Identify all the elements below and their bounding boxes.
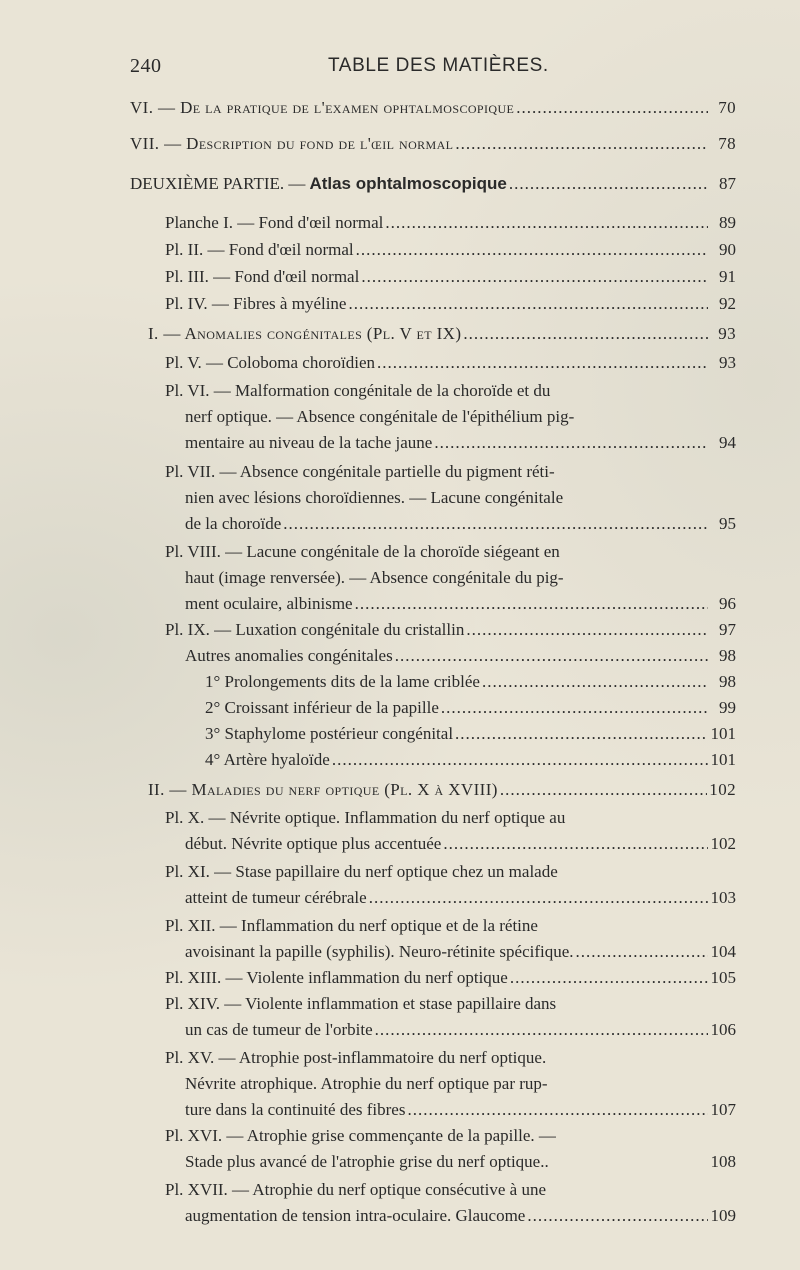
leader-dots xyxy=(332,749,708,771)
entry-title: VI. — De la pratique de l'examen ophtalmoscopique xyxy=(130,98,515,117)
page-number: 240 xyxy=(130,55,162,77)
entry-page: 102 xyxy=(710,834,736,853)
entry-title: Planche I. — Fond d'œil normal xyxy=(165,213,384,232)
part-label: DEUXIÈME PARTIE. — xyxy=(130,174,306,193)
entry-line: Pl. XVII. — Atrophie du nerf optique consécutive à une xyxy=(165,1180,546,1199)
entry-line: nien avec lésions choroïdiennes. — Lacune congénitale xyxy=(185,488,564,507)
entry-line: Pl. XIV. — Violente inflammation et stase papillaire dans xyxy=(165,994,557,1013)
leader-dots xyxy=(441,697,708,719)
entry-page: 98 xyxy=(719,672,736,691)
entry-page: 105 xyxy=(710,968,736,987)
entry-line: nerf optique. — Absence congénitale de l'épithélium pig- xyxy=(185,407,575,426)
entry-line: Pl. XV. — Atrophie post-inflammatoire du nerf optique. xyxy=(165,1048,547,1067)
entry-title: 1° Prolongements dits de la lame criblée xyxy=(205,672,480,691)
entry-page: 91 xyxy=(719,267,736,286)
entry-title: augmentation de tension intra-oculaire. Glaucome xyxy=(185,1206,526,1225)
leader-dots xyxy=(500,779,707,801)
entry-title: avoisinant la papille (syphilis). Neuro-rétinite spécifique. xyxy=(185,942,574,961)
entry-page: 78 xyxy=(718,134,736,153)
running-title: TABLE DES MATIÈRES. xyxy=(328,55,549,76)
entry-title: Pl. IV. — Fibres à myéline xyxy=(165,294,347,313)
entry-title: Pl. II. — Fond d'œil normal xyxy=(165,240,354,259)
leader-dots xyxy=(355,593,708,615)
entry-title: I. — Anomalies congénitales (Pl. V et IX) xyxy=(148,324,462,343)
leader-dots xyxy=(527,1205,708,1227)
entry-title: ture dans la continuité des fibres xyxy=(185,1100,406,1119)
entry-title: de la choroïde xyxy=(185,514,282,533)
leader-dots xyxy=(443,833,708,855)
entry-line: Pl. XVI. — Atrophie grise commençante de la papille. — xyxy=(165,1126,556,1145)
leader-dots xyxy=(434,432,708,454)
leader-dots xyxy=(283,513,708,535)
entry-page: 98 xyxy=(719,646,736,665)
leader-dots xyxy=(395,645,708,667)
entry-line: Pl. XI. — Stase papillaire du nerf optique chez un malade xyxy=(165,862,558,881)
entry-page: 102 xyxy=(709,780,736,799)
entry-title: 3° Staphylome postérieur congénital xyxy=(205,724,454,743)
entry-title: début. Névrite optique plus accentuée xyxy=(185,834,442,853)
leader-dots xyxy=(509,173,708,195)
leader-dots xyxy=(356,239,708,261)
entry-title: mentaire au niveau de la tache jaune xyxy=(185,433,433,452)
leader-dots xyxy=(510,967,708,989)
leader-dots xyxy=(455,133,708,155)
page-header xyxy=(130,55,550,85)
entry-title: un cas de tumeur de l'orbite xyxy=(185,1020,373,1039)
entry-title: Pl. IX. — Luxation congénitale du cristallin xyxy=(165,620,465,639)
entry-page: 96 xyxy=(719,594,736,613)
entry-page: 89 xyxy=(719,213,736,232)
entry-page: 93 xyxy=(719,353,736,372)
entry-title: Stade plus avancé de l'atrophie grise du nerf optique.. xyxy=(185,1152,549,1171)
entry-page: 106 xyxy=(710,1020,736,1039)
entry-page: 103 xyxy=(710,888,736,907)
entry-title: VII. — Description du fond de l'œil normal xyxy=(130,134,454,153)
leader-dots xyxy=(516,97,708,119)
entry-title: Pl. III. — Fond d'œil normal xyxy=(165,267,360,286)
entry-title: atteint de tumeur cérébrale xyxy=(185,888,367,907)
leader-dots xyxy=(348,293,708,315)
entry-title: Pl. XIII. — Violente inflammation du nerf optique xyxy=(165,968,508,987)
entry-page: 108 xyxy=(710,1152,736,1171)
entry-page: 107 xyxy=(710,1100,736,1119)
leader-dots xyxy=(482,671,708,693)
leader-dots xyxy=(463,323,708,345)
leader-dots xyxy=(361,266,708,288)
entry-page: 87 xyxy=(719,174,736,193)
entry-line: Pl. VI. — Malformation congénitale de la choroïde et du xyxy=(165,381,551,400)
entry-line: Pl. VII. — Absence congénitale partielle du pigment réti- xyxy=(165,462,555,481)
leader-dots xyxy=(385,212,708,234)
entry-page: 101 xyxy=(710,724,736,743)
entry-page: 70 xyxy=(718,98,736,117)
entry-line: Pl. VIII. — Lacune congénitale de la choroïde siégeant en xyxy=(165,542,560,561)
leader-dots xyxy=(455,723,708,745)
entry-line: Pl. X. — Névrite optique. Inflammation du nerf optique au xyxy=(165,808,566,827)
entry-page: 93 xyxy=(718,324,736,343)
leader-dots xyxy=(576,941,708,963)
entry-page: 95 xyxy=(719,514,736,533)
entry-title: Autres anomalies congénitales xyxy=(185,646,393,665)
entry-title: ment oculaire, albinisme xyxy=(185,594,353,613)
leader-dots xyxy=(369,887,708,909)
entry-title: 2° Croissant inférieur de la papille xyxy=(205,698,439,717)
entry-page: 94 xyxy=(719,433,736,452)
leader-dots xyxy=(407,1099,708,1121)
entry-page: 101 xyxy=(710,750,736,769)
entry-line: Pl. XII. — Inflammation du nerf optique et de la rétine xyxy=(165,916,538,935)
entry-page: 99 xyxy=(719,698,736,717)
entry-page: 109 xyxy=(710,1206,736,1225)
entry-title: II. — Maladies du nerf optique (Pl. X à XVIII) xyxy=(148,780,498,799)
entry-page: 104 xyxy=(710,942,736,961)
entry-line: Névrite atrophique. Atrophie du nerf optique par rup- xyxy=(185,1074,548,1093)
leader-dots xyxy=(466,619,708,641)
entry-page: 92 xyxy=(719,294,736,313)
entry-line: haut (image renversée). — Absence congénitale du pig- xyxy=(185,568,564,587)
entry-title: Pl. V. — Coloboma choroïdien xyxy=(165,353,375,372)
part-title: Atlas ophtalmoscopique xyxy=(309,174,507,193)
entry-page: 97 xyxy=(719,620,736,639)
entry-page: 90 xyxy=(719,240,736,259)
leader-dots xyxy=(377,352,708,374)
leader-dots xyxy=(375,1019,708,1041)
entry-title: 4° Artère hyaloïde xyxy=(205,750,330,769)
